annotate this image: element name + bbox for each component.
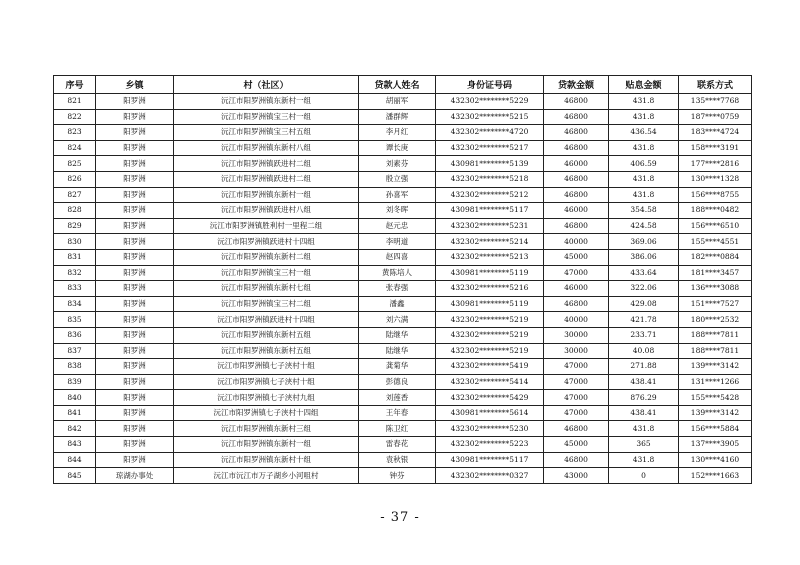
table-row	[54, 390, 752, 406]
cell-borrower: 陆继华	[359, 327, 436, 343]
cell-town: 阳罗洲	[96, 109, 174, 125]
cell-serial: 827	[54, 187, 96, 203]
loan-table-container	[53, 75, 751, 484]
cell-village: 沅江市阳罗洲镇胜利村一里程二组	[174, 218, 359, 234]
cell-id-number: 432302********5213	[436, 249, 544, 265]
table-row	[54, 281, 752, 297]
cell-id-number: 430981********5117	[436, 203, 544, 219]
table-row	[54, 171, 752, 187]
cell-borrower: 谭长庚	[359, 140, 436, 156]
cell-borrower: 刘冬晖	[359, 203, 436, 219]
cell-subsidy: 40.08	[609, 343, 679, 359]
cell-village: 沅江市阳罗洲镇宝三村二组	[174, 296, 359, 312]
cell-loan-amount: 46800	[544, 171, 609, 187]
table-row	[54, 421, 752, 437]
cell-loan-amount: 46800	[544, 452, 609, 468]
cell-contact: 183****4724	[679, 125, 752, 141]
cell-contact: 155****4551	[679, 234, 752, 250]
cell-loan-amount: 46800	[544, 109, 609, 125]
cell-subsidy: 436.54	[609, 125, 679, 141]
cell-serial: 839	[54, 374, 96, 390]
cell-village: 沅江市阳罗洲镇七子浃村十组	[174, 359, 359, 375]
cell-serial: 841	[54, 405, 96, 421]
cell-borrower: 陈卫红	[359, 421, 436, 437]
cell-village: 沅江市阳罗洲镇七子浃村九组	[174, 390, 359, 406]
cell-loan-amount: 46800	[544, 296, 609, 312]
cell-borrower: 孙喜军	[359, 187, 436, 203]
cell-contact: 181****3457	[679, 265, 752, 281]
cell-borrower: 彭德良	[359, 374, 436, 390]
cell-contact: 131****1266	[679, 374, 752, 390]
cell-contact: 158****3191	[679, 140, 752, 156]
cell-subsidy: 386.06	[609, 249, 679, 265]
page-number: - 37 -	[380, 510, 420, 525]
cell-serial: 844	[54, 452, 96, 468]
cell-id-number: 432302********5215	[436, 109, 544, 125]
cell-village: 沅江市阳罗洲镇七子浃村十组	[174, 374, 359, 390]
cell-contact: 151****7527	[679, 296, 752, 312]
cell-serial: 823	[54, 125, 96, 141]
cell-town: 阳罗洲	[96, 265, 174, 281]
cell-subsidy: 271.88	[609, 359, 679, 375]
cell-village: 沅江市阳罗洲镇宝三村一组	[174, 265, 359, 281]
cell-town: 阳罗洲	[96, 312, 174, 328]
cell-borrower: 刘素芬	[359, 156, 436, 172]
cell-town: 阳罗洲	[96, 171, 174, 187]
cell-subsidy: 406.59	[609, 156, 679, 172]
cell-town: 阳罗洲	[96, 327, 174, 343]
cell-contact: 177****2816	[679, 156, 752, 172]
cell-subsidy: 431.8	[609, 421, 679, 437]
table-row	[54, 437, 752, 453]
cell-id-number: 432302********5231	[436, 218, 544, 234]
col-contact-header: 联系方式	[679, 76, 752, 94]
cell-id-number: 430981********5119	[436, 265, 544, 281]
cell-borrower: 黄陈培人	[359, 265, 436, 281]
table-row	[54, 296, 752, 312]
table-row	[54, 203, 752, 219]
cell-contact: 156****6510	[679, 218, 752, 234]
cell-contact: 139****3142	[679, 405, 752, 421]
table-row	[54, 374, 752, 390]
cell-contact: 156****5884	[679, 421, 752, 437]
cell-village: 沅江市沅江市万子湖乡小河咀村	[174, 468, 359, 484]
cell-town: 阳罗洲	[96, 452, 174, 468]
cell-serial: 845	[54, 468, 96, 484]
cell-village: 沅江市阳罗洲镇东新村五组	[174, 343, 359, 359]
cell-village: 沅江市阳罗洲镇东新村三组	[174, 421, 359, 437]
cell-subsidy: 431.8	[609, 140, 679, 156]
cell-town: 阳罗洲	[96, 390, 174, 406]
cell-borrower: 刘六满	[359, 312, 436, 328]
cell-village: 沅江市阳罗洲镇宝三村五组	[174, 125, 359, 141]
cell-serial: 828	[54, 203, 96, 219]
cell-borrower: 龚菊华	[359, 359, 436, 375]
cell-serial: 842	[54, 421, 96, 437]
cell-borrower: 潘群辉	[359, 109, 436, 125]
cell-contact: 156****8755	[679, 187, 752, 203]
table-row	[54, 312, 752, 328]
cell-loan-amount: 47000	[544, 359, 609, 375]
cell-town: 阳罗洲	[96, 218, 174, 234]
cell-contact: 130****1328	[679, 171, 752, 187]
col-id-header: 身份证号码	[436, 76, 544, 94]
table-row	[54, 218, 752, 234]
cell-loan-amount: 46800	[544, 218, 609, 234]
cell-serial: 835	[54, 312, 96, 328]
cell-subsidy: 431.8	[609, 187, 679, 203]
cell-village: 沅江市阳罗洲镇东新村一组	[174, 187, 359, 203]
cell-village: 沅江市阳罗洲镇宝三村一组	[174, 109, 359, 125]
cell-borrower: 赵元忠	[359, 218, 436, 234]
cell-contact: 182****0884	[679, 249, 752, 265]
cell-contact: 152****1663	[679, 468, 752, 484]
loan-subsidy-table	[53, 75, 752, 484]
cell-village: 沅江市阳罗洲镇跃进村二组	[174, 156, 359, 172]
cell-serial: 821	[54, 94, 96, 110]
cell-loan-amount: 30000	[544, 327, 609, 343]
cell-village: 沅江市阳罗洲镇七子浃村十四组	[174, 405, 359, 421]
cell-subsidy: 433.64	[609, 265, 679, 281]
cell-subsidy: 0	[609, 468, 679, 484]
cell-contact: 137****3905	[679, 437, 752, 453]
cell-contact: 188****0482	[679, 203, 752, 219]
col-serial-header: 序号	[54, 76, 96, 94]
cell-id-number: 432302********5214	[436, 234, 544, 250]
cell-town: 阳罗洲	[96, 374, 174, 390]
cell-loan-amount: 46800	[544, 125, 609, 141]
cell-loan-amount: 46000	[544, 203, 609, 219]
table-header-row	[54, 76, 752, 94]
cell-borrower: 李月红	[359, 125, 436, 141]
cell-loan-amount: 47000	[544, 405, 609, 421]
col-subsidy-header: 贴息金额	[609, 76, 679, 94]
cell-serial: 830	[54, 234, 96, 250]
cell-village: 沅江市阳罗洲镇东新村七组	[174, 281, 359, 297]
cell-id-number: 432302********5229	[436, 94, 544, 110]
cell-id-number: 432302********4720	[436, 125, 544, 141]
cell-serial: 833	[54, 281, 96, 297]
cell-town: 琼湖办事处	[96, 468, 174, 484]
table-row	[54, 327, 752, 343]
cell-loan-amount: 43000	[544, 468, 609, 484]
table-body	[54, 94, 752, 484]
cell-id-number: 430981********5614	[436, 405, 544, 421]
table-row	[54, 156, 752, 172]
cell-id-number: 430981********5139	[436, 156, 544, 172]
cell-subsidy: 424.58	[609, 218, 679, 234]
col-village-header: 村（社区）	[174, 76, 359, 94]
cell-borrower: 潘鑫	[359, 296, 436, 312]
cell-loan-amount: 46800	[544, 94, 609, 110]
cell-contact: 135****7768	[679, 94, 752, 110]
cell-serial: 831	[54, 249, 96, 265]
cell-loan-amount: 30000	[544, 343, 609, 359]
cell-id-number: 430981********5117	[436, 452, 544, 468]
cell-id-number: 432302********5219	[436, 327, 544, 343]
cell-town: 阳罗洲	[96, 405, 174, 421]
cell-borrower: 钟芬	[359, 468, 436, 484]
table-row	[54, 359, 752, 375]
cell-town: 阳罗洲	[96, 140, 174, 156]
cell-contact: 155****5428	[679, 390, 752, 406]
cell-borrower: 雷春花	[359, 437, 436, 453]
cell-id-number: 432302********0327	[436, 468, 544, 484]
cell-town: 阳罗洲	[96, 281, 174, 297]
cell-town: 阳罗洲	[96, 94, 174, 110]
cell-loan-amount: 47000	[544, 390, 609, 406]
cell-serial: 836	[54, 327, 96, 343]
cell-town: 阳罗洲	[96, 187, 174, 203]
table-row	[54, 343, 752, 359]
col-town-header: 乡镇	[96, 76, 174, 94]
cell-borrower: 张春强	[359, 281, 436, 297]
cell-loan-amount: 45000	[544, 249, 609, 265]
cell-subsidy: 365	[609, 437, 679, 453]
cell-village: 沅江市阳罗洲镇东新村一组	[174, 94, 359, 110]
cell-loan-amount: 46800	[544, 187, 609, 203]
cell-village: 沅江市阳罗洲镇跃进村十四组	[174, 312, 359, 328]
cell-subsidy: 354.58	[609, 203, 679, 219]
cell-serial: 826	[54, 171, 96, 187]
cell-id-number: 432302********5230	[436, 421, 544, 437]
cell-borrower: 刘莲香	[359, 390, 436, 406]
cell-loan-amount: 40000	[544, 234, 609, 250]
cell-borrower: 袁秋银	[359, 452, 436, 468]
cell-borrower: 胡丽军	[359, 94, 436, 110]
cell-subsidy: 431.8	[609, 452, 679, 468]
cell-borrower: 王年春	[359, 405, 436, 421]
table-row	[54, 265, 752, 281]
cell-village: 沅江市阳罗洲镇东新村二组	[174, 249, 359, 265]
cell-serial: 822	[54, 109, 96, 125]
table-row	[54, 234, 752, 250]
table-row	[54, 249, 752, 265]
cell-id-number: 432302********5216	[436, 281, 544, 297]
cell-borrower: 殷立强	[359, 171, 436, 187]
cell-id-number: 432302********5429	[436, 390, 544, 406]
cell-town: 阳罗洲	[96, 421, 174, 437]
cell-loan-amount: 46000	[544, 156, 609, 172]
cell-subsidy: 233.71	[609, 327, 679, 343]
cell-id-number: 432302********5414	[436, 374, 544, 390]
cell-serial: 840	[54, 390, 96, 406]
cell-loan-amount: 46000	[544, 281, 609, 297]
cell-subsidy: 429.08	[609, 296, 679, 312]
cell-serial: 843	[54, 437, 96, 453]
col-borrower-header: 贷款人姓名	[359, 76, 436, 94]
cell-subsidy: 431.8	[609, 109, 679, 125]
cell-subsidy: 322.06	[609, 281, 679, 297]
cell-contact: 187****0759	[679, 109, 752, 125]
table-row	[54, 140, 752, 156]
cell-loan-amount: 46800	[544, 421, 609, 437]
cell-town: 阳罗洲	[96, 203, 174, 219]
cell-village: 沅江市阳罗洲镇东新村五组	[174, 327, 359, 343]
cell-town: 阳罗洲	[96, 437, 174, 453]
cell-borrower: 陆继华	[359, 343, 436, 359]
table-row	[54, 452, 752, 468]
cell-serial: 834	[54, 296, 96, 312]
cell-village: 沅江市阳罗洲镇跃进村八组	[174, 203, 359, 219]
cell-contact: 180****2532	[679, 312, 752, 328]
table-row	[54, 468, 752, 484]
cell-contact: 130****4160	[679, 452, 752, 468]
cell-serial: 829	[54, 218, 96, 234]
table-row	[54, 94, 752, 110]
cell-loan-amount: 46800	[544, 140, 609, 156]
cell-subsidy: 438.41	[609, 405, 679, 421]
cell-village: 沅江市阳罗洲镇东新村八组	[174, 140, 359, 156]
table-row	[54, 187, 752, 203]
cell-contact: 139****3142	[679, 359, 752, 375]
cell-serial: 825	[54, 156, 96, 172]
cell-id-number: 432302********5212	[436, 187, 544, 203]
cell-village: 沅江市阳罗洲镇东新村十组	[174, 452, 359, 468]
cell-subsidy: 369.06	[609, 234, 679, 250]
cell-contact: 188****7811	[679, 343, 752, 359]
cell-town: 阳罗洲	[96, 359, 174, 375]
cell-id-number: 430981********5119	[436, 296, 544, 312]
col-loan-amount-header: 贷款金额	[544, 76, 609, 94]
cell-subsidy: 431.8	[609, 94, 679, 110]
cell-subsidy: 876.29	[609, 390, 679, 406]
cell-contact: 136****3088	[679, 281, 752, 297]
cell-village: 沅江市阳罗洲镇东新村一组	[174, 437, 359, 453]
cell-subsidy: 438.41	[609, 374, 679, 390]
cell-town: 阳罗洲	[96, 156, 174, 172]
cell-id-number: 432302********5219	[436, 343, 544, 359]
cell-loan-amount: 40000	[544, 312, 609, 328]
cell-town: 阳罗洲	[96, 249, 174, 265]
cell-borrower: 赵四喜	[359, 249, 436, 265]
cell-loan-amount: 47000	[544, 265, 609, 281]
cell-id-number: 432302********5218	[436, 171, 544, 187]
cell-serial: 824	[54, 140, 96, 156]
cell-subsidy: 431.8	[609, 171, 679, 187]
cell-town: 阳罗洲	[96, 296, 174, 312]
cell-id-number: 432302********5419	[436, 359, 544, 375]
cell-loan-amount: 45000	[544, 437, 609, 453]
cell-serial: 838	[54, 359, 96, 375]
cell-subsidy: 421.78	[609, 312, 679, 328]
cell-id-number: 432302********5219	[436, 312, 544, 328]
cell-id-number: 432302********5217	[436, 140, 544, 156]
cell-town: 阳罗洲	[96, 125, 174, 141]
table-row	[54, 109, 752, 125]
cell-borrower: 李明道	[359, 234, 436, 250]
table-row	[54, 125, 752, 141]
cell-contact: 188****7811	[679, 327, 752, 343]
cell-town: 阳罗洲	[96, 343, 174, 359]
cell-town: 阳罗洲	[96, 234, 174, 250]
cell-village: 沅江市阳罗洲镇跃进村十四组	[174, 234, 359, 250]
cell-serial: 832	[54, 265, 96, 281]
cell-serial: 837	[54, 343, 96, 359]
cell-loan-amount: 47000	[544, 374, 609, 390]
cell-id-number: 432302********5223	[436, 437, 544, 453]
cell-village: 沅江市阳罗洲镇跃进村二组	[174, 171, 359, 187]
table-row	[54, 405, 752, 421]
